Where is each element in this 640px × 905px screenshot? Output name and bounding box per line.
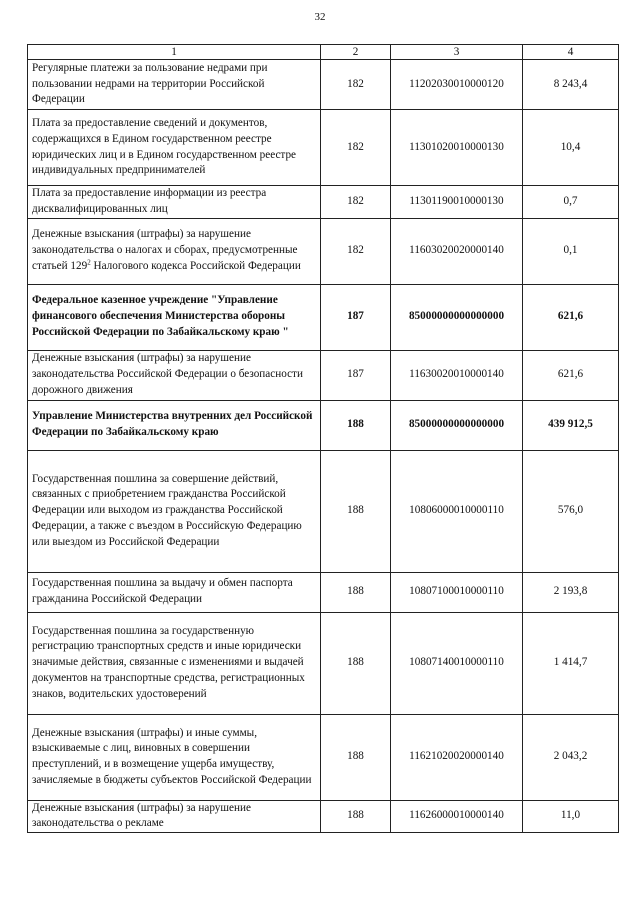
- budget-class-code: 10807140010000110: [391, 612, 523, 714]
- amount: 10,4: [523, 110, 619, 186]
- row-description: Государственная пошлина за выдачу и обмен паспорта гражданина Российской Федерации: [28, 572, 321, 612]
- admin-code: 187: [321, 350, 391, 400]
- amount: 1 414,7: [523, 612, 619, 714]
- table-row: [28, 714, 619, 800]
- table-row: [28, 284, 619, 350]
- budget-class-code: 10806000010000110: [391, 450, 523, 572]
- header-col-2: 2: [321, 45, 391, 60]
- row-description: Денежные взыскания (штрафы) за нарушение законодательства Российской Федерации о безопасности дорожного движения: [28, 350, 321, 400]
- budget-class-code: 11301020010000130: [391, 110, 523, 186]
- budget-class-code: 11630020010000140: [391, 350, 523, 400]
- admin-code: 188: [321, 714, 391, 800]
- amount: 8 243,4: [523, 60, 619, 110]
- row-description: Государственная пошлина за государственную регистрацию транспортных средств и иные юридически значимые действия, связанные с изменениями и выдачей документов на транспортные средства, регистрационных знаков, водительских удостоверений: [28, 612, 321, 714]
- table-row: [28, 186, 619, 219]
- budget-class-code: 85000000000000000: [391, 284, 523, 350]
- amount: 576,0: [523, 450, 619, 572]
- amount: 0,1: [523, 218, 619, 284]
- row-description: Денежные взыскания (штрафы) за нарушение законодательства о рекламе: [28, 800, 321, 833]
- admin-code: 188: [321, 450, 391, 572]
- table-row: [28, 400, 619, 450]
- row-description-text: Денежные взыскания (штрафы) за нарушение законодательства о налогах и сборах, предусмотренные статьей 129: [32, 228, 298, 272]
- amount: 621,6: [523, 284, 619, 350]
- article-superscript: 2: [87, 258, 91, 267]
- amount: 2 043,2: [523, 714, 619, 800]
- admin-code: 188: [321, 572, 391, 612]
- amount: 11,0: [523, 800, 619, 833]
- row-description: Регулярные платежи за пользование недрами при пользовании недрами на территории Российской Федерации: [28, 60, 321, 110]
- header-col-4: 4: [523, 45, 619, 60]
- table-row: [28, 612, 619, 714]
- table-header-row: [28, 45, 619, 60]
- budget-class-code: 11202030010000120: [391, 60, 523, 110]
- page-number: 32: [314, 11, 326, 23]
- admin-code: 188: [321, 612, 391, 714]
- row-description: Плата за предоставление информации из реестра дисквалифицированных лиц: [28, 186, 321, 219]
- row-description: Федеральное казенное учреждение "Управление финансового обеспечения Министерства обороны Российской Федерации по Забайкальскому краю ": [28, 284, 321, 350]
- revenue-table: [27, 44, 619, 833]
- header-col-3: 3: [391, 45, 523, 60]
- table-row: [28, 110, 619, 186]
- header-col-1: 1: [28, 45, 321, 60]
- row-description: Плата за предоставление сведений и документов, содержащихся в Едином государственном реестре юридических лиц и в Едином государственном реестре индивидуальных предпринимателей: [28, 110, 321, 186]
- table-row: [28, 800, 619, 833]
- budget-class-code: 11621020020000140: [391, 714, 523, 800]
- row-description: Государственная пошлина за совершение действий, связанных с приобретением гражданства Российской Федерации или выходом из гражданства Российской Федерации, а также с въездом в Российскую Федерацию или выездом из Российской Федерации: [28, 450, 321, 572]
- row-description-text: Налогового кодекса Российской Федерации: [90, 259, 301, 272]
- admin-code: 182: [321, 186, 391, 219]
- budget-class-code: 10807100010000110: [391, 572, 523, 612]
- admin-code: 182: [321, 60, 391, 110]
- row-description: Управление Министерства внутренних дел Российской Федерации по Забайкальскому краю: [28, 400, 321, 450]
- amount: 439 912,5: [523, 400, 619, 450]
- table-row: [28, 572, 619, 612]
- row-description: Денежные взыскания (штрафы) и иные суммы, взыскиваемые с лиц, виновных в совершении преступлений, и в возмещение ущерба имуществу, зачисляемые в бюджеты субъектов Российской Федерации: [28, 714, 321, 800]
- amount: 2 193,8: [523, 572, 619, 612]
- budget-class-code: 11301190010000130: [391, 186, 523, 219]
- table-row: [28, 218, 619, 284]
- admin-code: 182: [321, 218, 391, 284]
- budget-class-code: 85000000000000000: [391, 400, 523, 450]
- admin-code: 188: [321, 800, 391, 833]
- table-row: [28, 450, 619, 572]
- amount: 0,7: [523, 186, 619, 219]
- admin-code: 187: [321, 284, 391, 350]
- admin-code: 188: [321, 400, 391, 450]
- table-row: [28, 350, 619, 400]
- row-description: [28, 218, 321, 284]
- admin-code: 182: [321, 110, 391, 186]
- budget-class-code: 11626000010000140: [391, 800, 523, 833]
- table-row: [28, 60, 619, 110]
- amount: 621,6: [523, 350, 619, 400]
- budget-class-code: 11603020020000140: [391, 218, 523, 284]
